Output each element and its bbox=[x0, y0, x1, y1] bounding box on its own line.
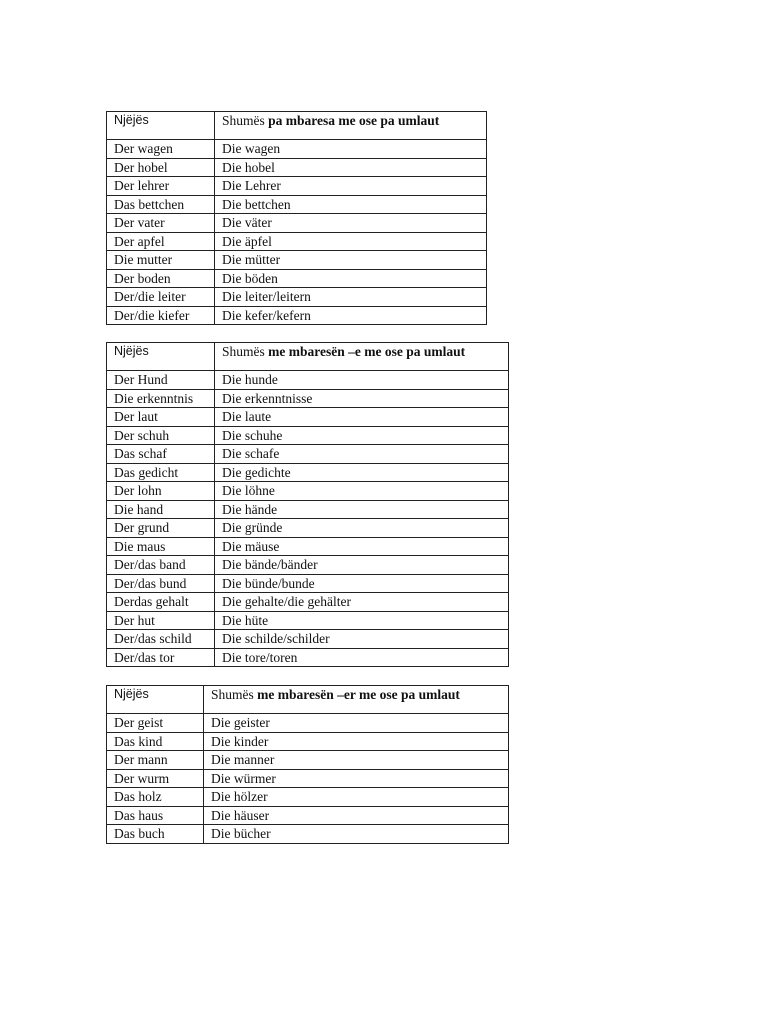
header-plural bbox=[204, 686, 509, 714]
header-singular: Njëjës bbox=[107, 686, 204, 714]
table-row bbox=[107, 214, 487, 233]
table-header-row bbox=[107, 343, 509, 371]
singular-cell: Der/das band bbox=[107, 556, 215, 575]
singular-cell: Das schaf bbox=[107, 445, 215, 464]
singular-cell: Der/das schild bbox=[107, 630, 215, 649]
table-row bbox=[107, 371, 509, 390]
table-row bbox=[107, 463, 509, 482]
table-row bbox=[107, 751, 509, 770]
header-plural-rule: pa mbaresa me ose pa umlaut bbox=[268, 113, 440, 128]
plural-cell: Die bücher bbox=[204, 825, 509, 844]
table-row bbox=[107, 556, 509, 575]
plural-cell: Die gehalte/die gehälter bbox=[215, 593, 509, 612]
table-row bbox=[107, 269, 487, 288]
table-row bbox=[107, 232, 487, 251]
plural-cell: Die äpfel bbox=[215, 232, 487, 251]
plural-cell: Die Lehrer bbox=[215, 177, 487, 196]
header-plural-prefix: Shumës bbox=[222, 344, 265, 359]
plural-cell: Die manner bbox=[204, 751, 509, 770]
plural-cell: Die kefer/kefern bbox=[215, 306, 487, 325]
plural-table-no-ending bbox=[106, 111, 487, 325]
table-row bbox=[107, 593, 509, 612]
plural-cell: Die hände bbox=[215, 500, 509, 519]
table-row bbox=[107, 630, 509, 649]
plural-cell: Die hunde bbox=[215, 371, 509, 390]
plural-cell: Die gründe bbox=[215, 519, 509, 538]
table-row bbox=[107, 389, 509, 408]
singular-cell: Das buch bbox=[107, 825, 204, 844]
plural-cell: Die hölzer bbox=[204, 788, 509, 807]
table-row bbox=[107, 445, 509, 464]
table-header-row bbox=[107, 112, 487, 140]
singular-cell: Der/die leiter bbox=[107, 288, 215, 307]
plural-cell: Die erkenntnisse bbox=[215, 389, 509, 408]
singular-cell: Der wurm bbox=[107, 769, 204, 788]
plural-cell: Die bettchen bbox=[215, 195, 487, 214]
singular-cell: Der schuh bbox=[107, 426, 215, 445]
singular-cell: Die erkenntnis bbox=[107, 389, 215, 408]
header-plural bbox=[215, 112, 487, 140]
plural-cell: Die löhne bbox=[215, 482, 509, 501]
singular-cell: Das haus bbox=[107, 806, 204, 825]
singular-cell: Das kind bbox=[107, 732, 204, 751]
plural-cell: Die tore/toren bbox=[215, 648, 509, 667]
table-row bbox=[107, 177, 487, 196]
table-row bbox=[107, 195, 487, 214]
table-row bbox=[107, 714, 509, 733]
table-row bbox=[107, 537, 509, 556]
plural-cell: Die häuser bbox=[204, 806, 509, 825]
plural-cell: Die kinder bbox=[204, 732, 509, 751]
plural-cell: Die mäuse bbox=[215, 537, 509, 556]
singular-cell: Der vater bbox=[107, 214, 215, 233]
table-row bbox=[107, 408, 509, 427]
table-row bbox=[107, 769, 509, 788]
plural-cell: Die schilde/schilder bbox=[215, 630, 509, 649]
table-row bbox=[107, 574, 509, 593]
header-plural-rule: me mbaresën –er me ose pa umlaut bbox=[257, 687, 460, 702]
singular-cell: Der lohn bbox=[107, 482, 215, 501]
table-row bbox=[107, 732, 509, 751]
plural-table-e-ending bbox=[106, 342, 509, 667]
plural-cell: Die väter bbox=[215, 214, 487, 233]
singular-cell: Der Hund bbox=[107, 371, 215, 390]
table-row bbox=[107, 251, 487, 270]
singular-cell: Der hut bbox=[107, 611, 215, 630]
plural-cell: Die laute bbox=[215, 408, 509, 427]
plural-cell: Die wagen bbox=[215, 140, 487, 159]
plural-cell: Die schafe bbox=[215, 445, 509, 464]
table-row bbox=[107, 288, 487, 307]
plural-cell: Die hüte bbox=[215, 611, 509, 630]
singular-cell: Der apfel bbox=[107, 232, 215, 251]
singular-cell: Das bettchen bbox=[107, 195, 215, 214]
plural-cell: Die mütter bbox=[215, 251, 487, 270]
table-row bbox=[107, 648, 509, 667]
singular-cell: Der boden bbox=[107, 269, 215, 288]
plural-cell: Die schuhe bbox=[215, 426, 509, 445]
singular-cell: Der/das tor bbox=[107, 648, 215, 667]
plural-cell: Die hobel bbox=[215, 158, 487, 177]
plural-cell: Die würmer bbox=[204, 769, 509, 788]
table-row bbox=[107, 825, 509, 844]
table-row bbox=[107, 158, 487, 177]
table-row bbox=[107, 500, 509, 519]
singular-cell: Der geist bbox=[107, 714, 204, 733]
plural-cell: Die böden bbox=[215, 269, 487, 288]
header-plural bbox=[215, 343, 509, 371]
header-singular: Njëjës bbox=[107, 343, 215, 371]
singular-cell: Die hand bbox=[107, 500, 215, 519]
table-row bbox=[107, 426, 509, 445]
singular-cell: Der mann bbox=[107, 751, 204, 770]
table-row bbox=[107, 140, 487, 159]
singular-cell: Der lehrer bbox=[107, 177, 215, 196]
table-row bbox=[107, 306, 487, 325]
singular-cell: Der laut bbox=[107, 408, 215, 427]
plural-cell: Die bünde/bunde bbox=[215, 574, 509, 593]
singular-cell: Die mutter bbox=[107, 251, 215, 270]
table-row bbox=[107, 788, 509, 807]
singular-cell: Die maus bbox=[107, 537, 215, 556]
plural-cell: Die leiter/leitern bbox=[215, 288, 487, 307]
header-plural-prefix: Shumës bbox=[211, 687, 254, 702]
singular-cell: Der wagen bbox=[107, 140, 215, 159]
singular-cell: Das gedicht bbox=[107, 463, 215, 482]
header-plural-rule: me mbaresën –e me ose pa umlaut bbox=[268, 344, 466, 359]
singular-cell: Der/die kiefer bbox=[107, 306, 215, 325]
header-singular: Njëjës bbox=[107, 112, 215, 140]
singular-cell: Der grund bbox=[107, 519, 215, 538]
plural-table-er-ending bbox=[106, 685, 509, 844]
singular-cell: Das holz bbox=[107, 788, 204, 807]
header-plural-prefix: Shumës bbox=[222, 113, 265, 128]
singular-cell: Der hobel bbox=[107, 158, 215, 177]
plural-cell: Die geister bbox=[204, 714, 509, 733]
singular-cell: Der/das bund bbox=[107, 574, 215, 593]
table-row bbox=[107, 611, 509, 630]
table-row bbox=[107, 806, 509, 825]
table-row bbox=[107, 482, 509, 501]
table-header-row bbox=[107, 686, 509, 714]
table-row bbox=[107, 519, 509, 538]
plural-cell: Die gedichte bbox=[215, 463, 509, 482]
plural-cell: Die bände/bänder bbox=[215, 556, 509, 575]
singular-cell: Derdas gehalt bbox=[107, 593, 215, 612]
